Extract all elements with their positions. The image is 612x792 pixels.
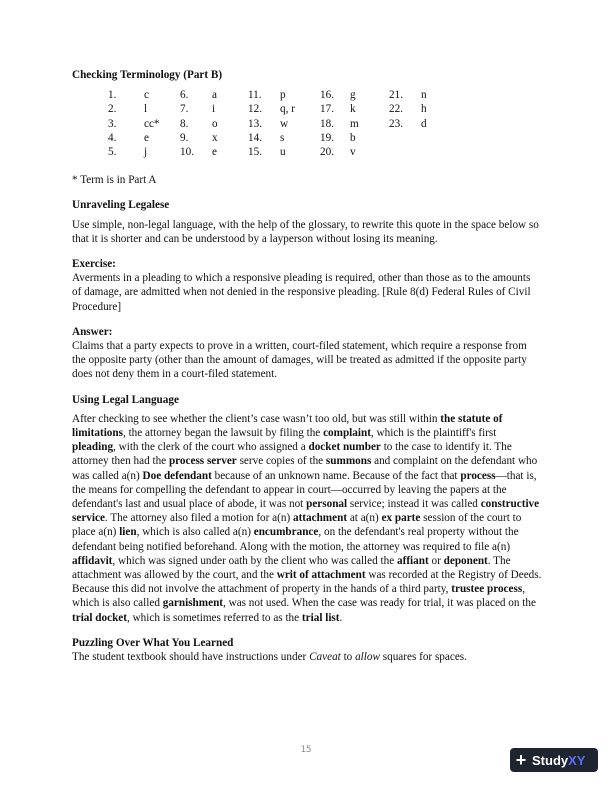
badge-study-text: Study — [532, 752, 569, 768]
text-run: , which is also called — [72, 583, 525, 610]
legal-term: trial docket — [72, 611, 127, 624]
item-number: 5. — [108, 145, 117, 158]
item-answer: o — [212, 117, 218, 130]
puzzling-text-after: squares for spaces. — [379, 651, 467, 664]
footnote: * Term is in Part A — [72, 174, 157, 187]
item-answer: l — [144, 103, 148, 116]
item-number: 16. — [320, 89, 334, 102]
using-legal-language-heading: Using Legal Language — [72, 393, 179, 406]
item-answer: x — [212, 131, 218, 144]
text-run: . The attachment was allowed by the court, and the — [72, 554, 511, 582]
item-answer: h — [421, 103, 427, 116]
item-number: 22. — [389, 103, 403, 116]
unraveling-instructions: Use simple, non-legal language, with the help of the glossary, to rewrite this quote in the space below so that it is shorter and can be understood by a layperson without losing its meaning. — [72, 218, 539, 245]
legal-term: trustee process — [451, 583, 523, 596]
legal-term: summons — [325, 455, 372, 468]
text-run: because of an unknown name. Because of the fact that — [211, 469, 461, 482]
item-number: 7. — [180, 103, 189, 116]
item-number: 13. — [248, 117, 262, 130]
legal-term: complaint — [323, 426, 371, 439]
grid-row — [108, 102, 542, 116]
item-number: 14. — [248, 131, 262, 144]
text-run: After checking to see whether the client’s case wasn’t too old, but was still within — [72, 412, 441, 425]
item-answer: p — [280, 89, 286, 102]
legal-term: constructive service — [72, 498, 540, 525]
legal-term: docket number — [308, 441, 381, 454]
item-number: 9. — [180, 131, 189, 144]
item-answer: u — [280, 145, 286, 158]
text-run: or — [428, 554, 444, 567]
text-run: . — [339, 611, 343, 624]
item-answer: n — [421, 89, 427, 102]
puzzling-heading: Puzzling Over What You Learned — [72, 636, 234, 649]
exercise-text: Averments in a pleading to which a responsive pleading is required, other than those as to the amounts of damage, are admitted when not denied in the responsive pleading. [Rule 8(d) Federal Rules of Civil Procedure] — [72, 272, 531, 313]
legal-term: the statute of limitations — [72, 412, 503, 439]
item-number: 18. — [320, 117, 334, 130]
item-number: 6. — [180, 89, 189, 102]
legal-term: lien — [119, 526, 137, 539]
exercise-heading: Exercise: — [72, 257, 116, 270]
puzzling-text — [72, 650, 542, 664]
answer-heading: Answer: — [72, 325, 113, 338]
item-answer: m — [350, 117, 359, 130]
item-number: 8. — [180, 117, 189, 130]
legal-term: affiant — [397, 554, 429, 567]
legal-term: ex parte — [381, 512, 421, 525]
legal-term: trial list — [301, 611, 340, 624]
text-run: to the case to identify it. The attorney then had the — [72, 441, 512, 468]
legal-term: deponent — [443, 554, 488, 567]
allow-term: allow — [355, 651, 380, 664]
grid-row — [108, 88, 542, 102]
item-number: 15. — [248, 145, 262, 158]
legal-term: Doe defendant — [142, 469, 212, 482]
text-run: was recorded at the Registry of Deeds. Because this did not involve the attachment of property in the hands of a third party, — [72, 569, 542, 596]
page-number: 15 — [300, 745, 312, 755]
item-answer: k — [350, 103, 356, 116]
item-answer: c — [144, 89, 149, 102]
using-legal-language-text — [72, 412, 542, 625]
text-run: service; instead it was called — [347, 498, 481, 510]
checking-terminology-heading: Checking Terminology (Part B) — [72, 69, 223, 81]
text-run: , was not used. When the case was ready for trial, it was placed on the — [223, 597, 536, 610]
unraveling-legalese-heading: Unraveling Legalese — [72, 199, 170, 212]
plus-icon: + — [515, 750, 527, 770]
legal-term: encumbrance — [253, 526, 319, 539]
text-run: , the attorney began the lawsuit by filing the — [122, 426, 324, 439]
legal-term: writ of attachment — [276, 569, 366, 582]
text-run: serve copies of the — [236, 455, 326, 468]
text-run: , which is the plaintiff's first — [370, 426, 497, 439]
item-number: 23. — [389, 117, 403, 130]
text-run: session of the court to place a(n) — [72, 512, 522, 539]
item-number: 12. — [248, 103, 262, 116]
document-page — [72, 68, 542, 664]
legal-term: process server — [168, 455, 237, 468]
item-answer: g — [350, 89, 356, 102]
text-run: . The attorney also filed a motion for a(n) — [104, 512, 293, 525]
item-answer: b — [350, 131, 356, 144]
badge-xy-text: XY — [568, 752, 586, 768]
text-run: , which was signed under oath by the client who was called the — [112, 554, 397, 567]
grid-row — [108, 117, 542, 131]
item-number: 2. — [108, 103, 117, 116]
legal-term: pleading — [72, 441, 114, 454]
text-run: , which is sometimes referred to as the — [127, 611, 302, 624]
item-number: 1. — [108, 89, 117, 102]
text-run: and complaint on the defendant who was called a(n) — [72, 455, 538, 482]
item-answer: a — [212, 89, 217, 102]
text-run: at a(n) — [347, 512, 382, 525]
text-run: , which is also called a(n) — [136, 526, 254, 539]
item-number: 11. — [248, 89, 262, 102]
item-answer: w — [280, 117, 289, 130]
legal-term: personal — [306, 498, 348, 510]
item-answer: q, r — [280, 103, 295, 116]
legal-term: garnishment — [162, 597, 224, 610]
legal-term: process — [460, 469, 496, 482]
legal-term: attachment — [292, 512, 348, 525]
grid-row — [108, 145, 542, 159]
text-run: , on the defendant's real property without the defendant being notified beforehand. Along with the motion, the attorney was required to file a(n) — [72, 526, 519, 553]
text-run: —that is, the means for compelling the defendant to appear in court—occurred by leaving the papers at the defendant's last and usual place of abode, it was not — [72, 469, 537, 510]
item-answer: e — [212, 145, 217, 158]
item-number: 21. — [389, 89, 403, 102]
item-number: 10. — [180, 145, 194, 158]
grid-row — [108, 131, 542, 145]
legal-term: affidavit — [72, 554, 113, 567]
item-answer: d — [421, 117, 427, 130]
item-answer: i — [212, 103, 216, 116]
item-answer: v — [350, 145, 356, 158]
answer-text: Claims that a party expects to prove in a written, court-filed statement, which require a response from the opposite party (other than the amount of damages, will be treated as admitted if the opposite party does not deny them in a court-filed statement. — [72, 339, 527, 381]
studyxy-badge[interactable] — [510, 748, 598, 772]
item-answer: e — [144, 131, 149, 144]
item-number: 4. — [108, 131, 117, 144]
text-run: , with the clerk of the court who assigned a — [113, 441, 309, 454]
caveat-term: Caveat — [309, 651, 341, 664]
puzzling-text-before: The student textbook should have instructions under — [72, 651, 310, 664]
item-answer: cc* — [144, 117, 160, 130]
item-number: 20. — [320, 145, 334, 158]
item-number: 19. — [320, 131, 334, 144]
puzzling-text-middle: to — [340, 651, 356, 664]
item-answer: j — [144, 145, 148, 158]
terminology-answer-grid — [108, 88, 542, 159]
item-answer: s — [280, 131, 285, 144]
item-number: 17. — [320, 103, 334, 116]
item-number: 3. — [108, 117, 117, 130]
